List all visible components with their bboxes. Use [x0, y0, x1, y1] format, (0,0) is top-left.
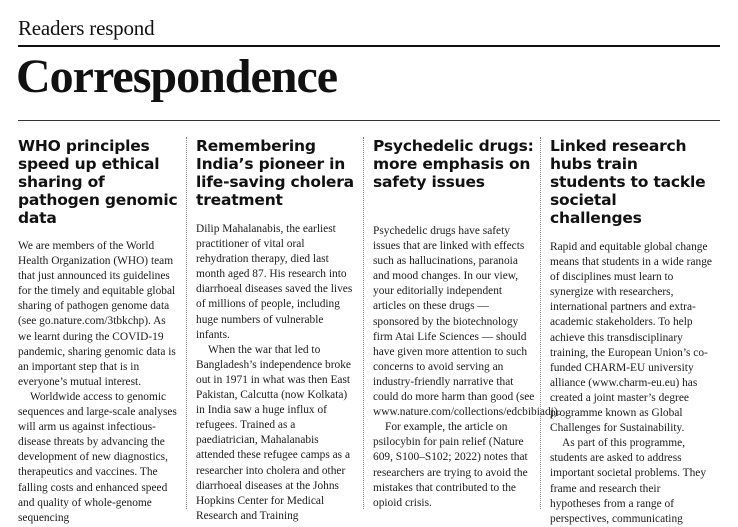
article-columns — [18, 137, 720, 525]
title-rule — [18, 120, 720, 121]
section-label: Readers respond — [18, 16, 155, 40]
article-paragraph: Worldwide access to genomic sequences and large-scale analyses will arm us against infectious-disease threats by advancing the development of new diagnostics, therapeutics and vaccines. The falling costs and enhanced speed and quality of whole-genome sequencing — [18, 390, 177, 524]
article-headline[interactable]: WHO principles speed up ethical sharing of pathogen genomic data — [18, 137, 178, 227]
article-paragraph: We are members of the World Health Organization (WHO) team that just announced its guidelines for the timely and equitable global sharing of pathogen genome data (see go.nature.com/3tbkchp). As we learnt during the COVID-19 pandemic, sharing genomic data is an important step that is in everyone’s mutual interest. — [18, 240, 176, 388]
article-paragraph: Rapid and equitable global change means that students in a wide range of disciplines must learn to synergize with researchers, international partners and extra-academic stakeholders. To help achieve this transdisciplinary training, the European Union’s co-funded CHARM-EU university alliance (www.charm-eu.eu) has created a joint master’s degree programme known as Global Challenges for Sustainability. — [550, 241, 712, 435]
top-rule — [18, 45, 720, 47]
article-paragraph: For example, the article on psilocybin for pain relief (Nature 609, S100–S102; 2022) notes that researchers are trying to avoid the mistakes that contributed to the opioid crisis. — [373, 421, 528, 509]
article-paragraph: When the war that led to Bangladesh’s independence broke out in 1971 in what was then East Pakistan, Calcutta (now Kolkata) in India saw a huge influx of refugees. Trained as a paediatrician, Mahalanabis attended these refugee camps as a researcher into cholera and other diarrhoeal diseases at the Johns Hopkins Center for Medical Research and Training — [196, 343, 351, 522]
article-body — [18, 239, 180, 526]
article-headline[interactable]: Psychedelic drugs: more emphasis on safety issues — [373, 137, 534, 191]
article-paragraph: Dilip Mahalanabis, the earliest practitioner of vital oral rehydration therapy, died last month aged 87. His research into diarrhoeal diseases saved the lives of millions of people, including huge numbers of vulnerable infants. — [196, 223, 353, 341]
column-divider — [363, 137, 364, 509]
article-paragraph: Psychedelic drugs have safety issues that are linked with effects such as hallucinations, paranoia and mood changes. In our view, your editorially independent articles on these drugs — sponsored by the biotechnology firm Atai Life Sciences — should have given more attention to such concerns to avoid serving an industry-friendly narrative that could do more harm than good (see www.nature.com/collections/edcbibiadj). — [373, 225, 561, 419]
article-headline[interactable]: Linked research hubs train students to tackle societal challenges — [550, 137, 706, 227]
article-body — [373, 224, 561, 511]
article-who-principles — [18, 137, 180, 524]
column-divider — [186, 137, 187, 509]
column-divider — [540, 137, 541, 509]
article-body — [196, 222, 358, 524]
article-remembering-pioneer — [196, 137, 358, 522]
article-research-hubs — [550, 137, 712, 525]
article-paragraph: As part of this programme, students are asked to address important societal problems. They frame and research their hypotheses from a range of perspectives, communicating — [550, 437, 707, 525]
article-psychedelic-drugs — [373, 137, 561, 509]
page-title: Correspondence — [16, 50, 338, 103]
article-body — [550, 240, 712, 527]
article-headline[interactable]: Remembering India’s pioneer in life-saving cholera treatment — [196, 137, 354, 209]
